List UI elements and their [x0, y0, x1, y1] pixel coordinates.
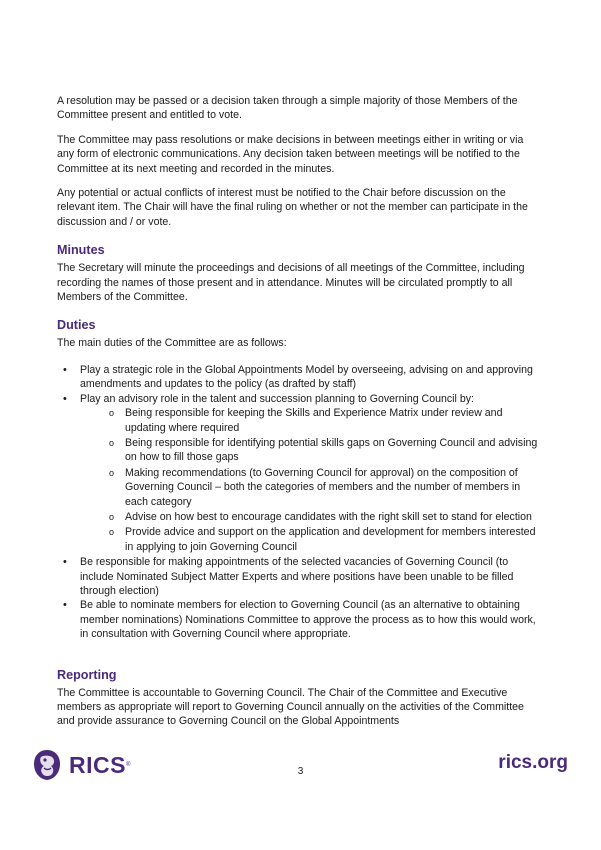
paragraph-between-meetings: The Committee may pass resolutions or make decisions in between meetings either in writing or via any form of electronic communications. Any decision taken between meetings will be notified to the Committee at its next meeting and recorded in the minutes. [57, 133, 524, 175]
list-item: • Play a strategic role in the Global Appointments Model by overseeing, advising on and approving amendments and updates to the policy (as drafted by staff) [57, 363, 543, 392]
duties-list [57, 363, 543, 642]
site-url: rics.org [498, 752, 568, 773]
list-item: • Be able to nominate members for election to Governing Council (as an alternative to obtaining member nominations) Nominations Committee to approve the process as to how this would work, in consultation with Governing Council where appropriate. [57, 598, 543, 641]
list-item: o Being responsible for identifying potential skills gaps on Governing Council and advising on how to fill those gaps [80, 436, 543, 465]
reporting-heading: Reporting [57, 667, 117, 682]
document-body [57, 94, 543, 739]
minutes-text: The Secretary will minute the proceedings and decisions of all meetings of the Committee, including recording the names of those present and in attendance. Minutes will be circulated promptly to all Members of the Committee. [57, 262, 525, 304]
list-item: o Advise on how best to encourage candidates with the right skill set to stand for election [80, 510, 543, 524]
list-item: o Making recommendations (to Governing Council for approval) on the composition of Governing Council – both the categories of members and the number of members in each category [80, 466, 543, 509]
duties-heading: Duties [57, 318, 96, 333]
duties-intro: The main duties of the Committee are as follows: [57, 337, 287, 350]
page-number: 3 [297, 766, 304, 777]
advisory-sublist [80, 406, 543, 554]
list-item: • Be responsible for making appointments of the selected vacancies of Governing Council (to include Nominated Subject Matter Experts and where positions have been unable to be filled through election) [57, 555, 543, 598]
rics-logo [30, 747, 130, 783]
list-item: o Provide advice and support on the application and development for members interested in applying to join Governing Council [80, 525, 543, 554]
minutes-heading: Minutes [57, 243, 105, 258]
paragraph-conflicts: Any potential or actual conflicts of interest must be notified to the Chair before discussion on the relevant item. The Chair will have the final ruling on whether or not the member can participate in the discussion and / or vote. [57, 187, 528, 228]
list-item: • Play an advisory role in the talent and succession planning to Governing Council by: o Being responsible for keeping the Skills and Experience Matrix under review and updating where required o Being responsible for identifying potential skills gaps on Governing Council and advising on how to fill those gaps o Making recommendations (to Governing Council for approval) on the composition of Governing Council – both the categories of members and the number of members in each category o Advise on how best to encourage candidates with the right skill set to stand for election o Provide advice and support on the application and development for members interested in applying to join Governing Council [57, 392, 543, 554]
paragraph-resolution: A resolution may be passed or a decision taken through a simple majority of those Members of the Committee present and entitled to vote. [57, 95, 518, 122]
logo-wordmark: RICS [69, 751, 126, 778]
registered-mark: ® [125, 762, 131, 768]
reporting-text: The Committee is accountable to Governing Council. The Chair of the Committee and Executive members as appropriate will report to Governing Council annually on the activities of the Committee and provide assurance to Governing Council on the Global Appointments [57, 686, 524, 728]
list-item: o Being responsible for keeping the Skills and Experience Matrix under review and updating where required [80, 406, 543, 435]
